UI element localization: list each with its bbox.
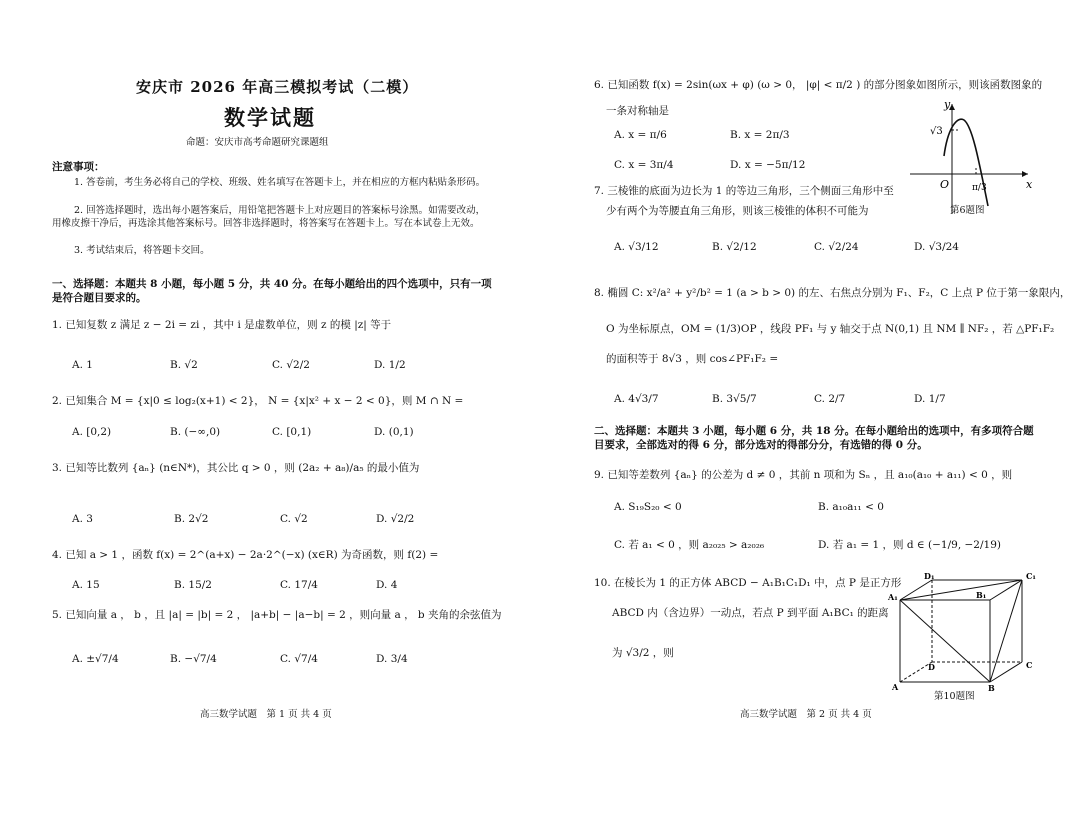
label-a: A (892, 682, 899, 692)
label-b1: B₁ (976, 590, 987, 600)
page-1-footer: 高三数学试题 第 1 页 共 4 页 (200, 709, 332, 720)
label-c: C (1026, 660, 1033, 670)
q4-option-b: B. 15/2 (174, 579, 212, 591)
y-axis-label: y (944, 98, 951, 111)
q6-stem-line-1: 6. 已知函数 f(x) = 2sin(ωx + φ) (ω > 0， |φ| < π/2 ) 的部分图象如图所示，则该函数图象的 (594, 79, 1043, 91)
q3-option-b: B. 2√2 (174, 513, 209, 525)
q9-option-b: B. a₁₀a₁₁ < 0 (818, 501, 884, 513)
q2-stem: 2. 已知集合 M = {x|0 ≤ log₂(x+1) < 2}， N = {x|x² + x − 2 < 0}，则 M ∩ N = (52, 395, 464, 407)
q8-stem-line-3: 的面积等于 8√3 ，则 cos∠PF₁F₂ = (606, 353, 779, 365)
q5-option-c: C. √7/4 (280, 653, 318, 665)
notice-item-1: 1. 答卷前，考生务必将自己的学校、班级、姓名填写在答题卡上，并在相应的方框内粘贴条形码。 (74, 177, 486, 188)
q10-stem-line-2: ABCD 内（含边界）一动点，若点 P 到平面 A₁BC₁ 的距离 (612, 607, 889, 619)
q7-option-d: D. √3/24 (914, 241, 959, 253)
author-line: 命题：安庆市高考命题研究课题组 (186, 137, 329, 148)
x-axis-label: x (1026, 178, 1033, 191)
q6-option-b: B. x = 2π/3 (730, 129, 790, 141)
edge-a1-b (900, 600, 990, 682)
q8-option-a: A. 4√3/7 (614, 393, 659, 405)
q7-option-a: A. √3/12 (614, 241, 659, 253)
q4-option-c: C. 17/4 (280, 579, 318, 591)
q5-option-d: D. 3/4 (376, 653, 408, 665)
q10-figure-caption: 第10题图 (934, 691, 975, 702)
q5-option-a: A. ±√7/4 (72, 653, 119, 665)
q2-option-c: C. [0,1) (272, 426, 312, 438)
sqrt3-label: √3 (930, 126, 943, 137)
q9-option-d: D. 若 a₁ = 1 ，则 d ∈ (−1/9, −2/19) (818, 539, 1001, 551)
q3-option-d: D. √2/2 (376, 513, 415, 525)
q1-option-b: B. √2 (170, 359, 198, 371)
edge-a1-c1 (900, 580, 1022, 600)
q9-option-a: A. S₁₉S₂₀ < 0 (614, 501, 682, 513)
q4-option-d: D. 4 (376, 579, 398, 591)
edge-b-c (990, 662, 1022, 682)
q8-stem-line-2: O 为坐标原点，OM = (1/3)OP ，线段 PF₁ 与 y 轴交于点 N(0,1) 且 NM ∥ NF₂ ，若 △PF₁F₂ (606, 323, 1055, 335)
q6-stem-line-2: 一条对称轴是 (606, 105, 669, 117)
q6-option-a: A. x = π/6 (614, 129, 667, 141)
q8-stem-line-1: 8. 椭圆 C: x²/a² + y²/b² = 1 (a > b > 0) 的左、右焦点分别为 F₁、F₂，C 上点 P 位于第一象限内， (594, 287, 1071, 299)
q1-option-c: C. √2/2 (272, 359, 310, 371)
q9-option-c: C. 若 a₁ < 0 ，则 a₂₀₂₅ > a₂₀₂₆ (614, 539, 765, 551)
section-1-heading: 一、选择题：本题共 8 小题，每小题 5 分，共 40 分。在每小题给出的四个选项中，只有一项是符合题目要求的。 (52, 278, 492, 304)
notice-item-2: 2. 回答选择题时，选出每小题答案后，用铅笔把答题卡上对应题目的答案标号涂黑。如需要改动，用橡皮擦干净后，再选涂其他答案标号。回答非选择题时，将答案写在答题卡上。写在本试卷上无效。 (52, 205, 486, 229)
q6-figure-caption: 第6题图 (950, 205, 985, 216)
q10-cube-figure (884, 570, 1054, 692)
q2-option-d: D. (0,1) (374, 426, 414, 438)
label-d: D (928, 662, 935, 672)
exam-title: 安庆市 2026 年高三模拟考试（二模） (136, 78, 419, 96)
q7-stem-line-2: 少有两个为等腰直角三角形，则该三棱锥的体积不可能为 (606, 205, 869, 217)
label-c1: C₁ (1026, 571, 1036, 581)
x-axis-arrow (1022, 171, 1028, 177)
q1-option-a: A. 1 (72, 359, 93, 371)
q2-option-a: A. [0,2) (72, 426, 112, 438)
q3-option-c: C. √2 (280, 513, 308, 525)
q8-option-c: C. 2/7 (814, 393, 846, 405)
q4-stem: 4. 已知 a > 1 ，函数 f(x) = 2^(a+x) − 2a·2^(−x) (x∈R) 为奇函数，则 f(2) = (52, 549, 439, 561)
q3-option-a: A. 3 (72, 513, 93, 525)
q10-stem-line-3: 为 √3/2 ，则 (612, 647, 674, 659)
label-a1: A₁ (888, 592, 898, 602)
notice-item-3: 3. 考试结束后，将答题卡交回。 (74, 245, 210, 256)
q7-option-c: C. √2/24 (814, 241, 859, 253)
q5-stem: 5. 已知向量 a ， b ，且 |a| = |b| = 2 ， |a+b| − |a−b| = 2 ，则向量 a ， b 夹角的余弦值为 (52, 609, 502, 621)
q2-option-b: B. (−∞,0) (170, 426, 221, 438)
q6-option-d: D. x = −5π/12 (730, 159, 806, 171)
edge-b-c1 (990, 580, 1022, 682)
q1-stem: 1. 已知复数 z 满足 z − 2i = zi ，其中 i 是虚数单位，则 z 的模 |z| 等于 (52, 319, 392, 331)
section-2-heading: 二、选择题：本题共 3 小题，每小题 6 分，共 18 分。在每小题给出的选项中，有多项符合题目要求，全部选对的得 6 分，部分选对的得部分分，有选错的得 0 分。 (594, 425, 1034, 451)
origin-label: O (940, 178, 950, 191)
q9-stem: 9. 已知等差数列 {aₙ} 的公差为 d ≠ 0 ，其前 n 项和为 Sₙ ，且 a₁₀(a₁₀ + a₁₁) < 0 ，则 (594, 469, 1013, 481)
q6-option-c: C. x = 3π/4 (614, 159, 674, 171)
notice-heading: 注意事项： (52, 161, 105, 173)
label-d1: D₁ (924, 571, 935, 581)
q8-option-b: B. 3√5/7 (712, 393, 757, 405)
q4-option-a: A. 15 (72, 579, 100, 591)
q6-graph-figure (900, 96, 1040, 220)
q8-option-d: D. 1/7 (914, 393, 946, 405)
q5-option-b: B. −√7/4 (170, 653, 217, 665)
q7-option-b: B. √2/12 (712, 241, 757, 253)
page-2-footer: 高三数学试题 第 2 页 共 4 页 (740, 709, 872, 720)
q7-stem-line-1: 7. 三棱锥的底面为边长为 1 的等边三角形，三个侧面三角形中至 (594, 185, 894, 197)
subject-title: 数学试题 (224, 105, 316, 130)
q3-stem: 3. 已知等比数列 {aₙ} (n∈N*)，其公比 q > 0 ，则 (2a₂ + a₈)/a₅ 的最小值为 (52, 462, 420, 474)
q1-option-d: D. 1/2 (374, 359, 406, 371)
pi3-label: π/3 (972, 183, 987, 193)
label-b: B (988, 683, 995, 692)
q10-stem-line-1: 10. 在棱长为 1 的正方体 ABCD − A₁B₁C₁D₁ 中，点 P 是正方形 (594, 577, 902, 589)
